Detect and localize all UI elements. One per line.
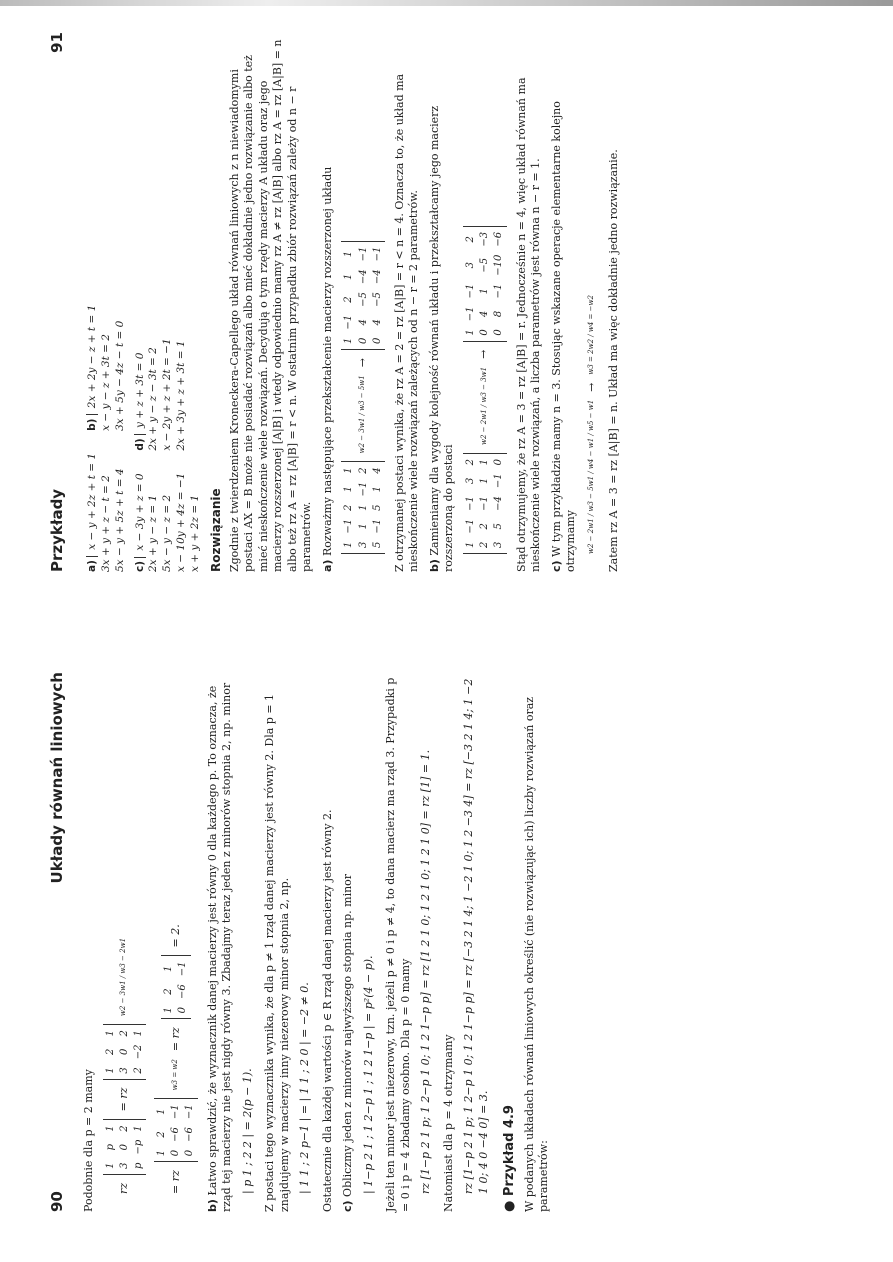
matrix-cell: −1 (357, 481, 369, 497)
matrix (161, 955, 190, 1019)
paragraph: Zgodnie z twierdzeniem Kroneckera-Capellego układ równań liniowych z n niewiadomymi postaci AX = B może nie posiadać rozwiązań albo mieć dokładnie jedno rozwiązanie albo też mieć nieskończenie wiele rozwiązań. Decydują o tym rzędy macierzy A układu oraz jego macierzy rozszerzonej [A|B] i wtedy odpowiednio mamy rz A ≠ rz [A|B] albo rz A = rz [A|B] = n albo też rz A = rz [A|B] = r < n. W ostatnim przypadku zbiór rozwiązań zależy od n − r parametrów. (227, 39, 314, 572)
systems-row (86, 36, 128, 572)
matrix-cell: 1 (464, 541, 476, 548)
matrix-cell: 0 (118, 1143, 130, 1151)
matrix (463, 453, 507, 554)
matrix-cell: 8 (493, 310, 505, 318)
systems-row (134, 36, 203, 572)
matrix-cell: −1 (479, 496, 491, 511)
system-d (134, 338, 203, 450)
matrix-cell: 1 (357, 504, 369, 511)
matrix-cell: 3 (357, 541, 369, 548)
paragraph: Ostatecznie dla każdej wartości p ∈ R rząd danej macierzy jest równy 2. (320, 809, 334, 1212)
equation: rz [1−p 2 1 p; 1 2−p 1 0; 1 2 1−p p] = rz [−3 2 1 4; 1 −2 1 0; 1 2 −3 4] = rz [−3 2 1 4; 1 −2 1 0; 4 0 −4 0] = 3. (462, 678, 490, 1194)
row-operations: w3 = 2w2 / w4 = −w2 (586, 295, 595, 375)
matrix-cell: −3 (479, 231, 491, 247)
matrix-cell: −1 (371, 518, 383, 534)
paragraph: Podobnie dla p = 2 mamy (82, 1069, 95, 1212)
equations: y + z + 3t = 0 2x + y − z − 3t = 2 x − 2y + z + 2t = −1 2x + 3y + z + 3t = 1 (133, 338, 188, 451)
matrix-cell: 3 (464, 477, 476, 484)
matrix-cell: 5 (371, 504, 383, 511)
matrix-cell: 0 (184, 1149, 196, 1157)
matrix-cell: 2 (479, 541, 491, 548)
matrix-cell: 0 (170, 1149, 182, 1157)
paragraph: Natomiast dla p = 4 otrzymamy (441, 1034, 455, 1212)
matrix-cell: −1 (170, 1104, 182, 1120)
matrix-cell: 4 (371, 319, 383, 326)
paragraph: Z otrzymanej postaci wynika, że rz A = 2 = rz [A|B] = r < n = 4. Oznacza to, że układ ma nieskończenie wiele rozwiązań zależących od n − r = 2 parametrów. (392, 73, 421, 572)
matrix-cell: −4 (371, 269, 383, 285)
system-a (86, 453, 128, 572)
matrix-cell: 1 (132, 1030, 144, 1037)
matrix-cell: −1 (343, 314, 355, 330)
system-b (86, 305, 128, 431)
paragraph: Stąd otrzymujemy, że rz A = 3 = rz [A|B] = r. Jednocześnie n = 4, więc układ równań ma nieskończenie wiele rozwiązań, a liczba parametrów jest równa n − r = 1. (514, 77, 543, 572)
matrix-cell: −1 (464, 306, 476, 322)
matrix-cell: 2 (343, 504, 355, 511)
matrix-cell: 1 (343, 250, 355, 258)
matrix-cell: 1 (104, 1125, 116, 1132)
matrix-cell: 5 (493, 523, 505, 530)
page-body (82, 36, 873, 572)
matrix-cell: −1 (371, 246, 383, 262)
matrix-cell: 1 (343, 541, 355, 548)
row-operations: w2 − 3w1 / w3 − 2w1 (119, 937, 128, 1017)
minor: | p 1 ; 2 2 | = 2(p − 1). (240, 1068, 254, 1194)
matrix-cell: −1 (343, 518, 355, 534)
row-operations: w2 − 3w1 / w3 − 5w1 (358, 375, 367, 454)
matrix-cell: 1 (104, 1067, 116, 1074)
matrix-cell: 0 (118, 1048, 130, 1056)
matrix-cell: 2 (118, 1125, 130, 1132)
matrix-cell: 0 (177, 1006, 189, 1014)
matrix-cell: 1 (156, 1149, 168, 1157)
matrix-cell: −6 (493, 231, 505, 247)
matrix-equation: w2 − 2w1 / w3 − 5w1 / w4 − w1 / w5 − w1 → w3 = 2w2 / w4 = −w2 (584, 295, 598, 554)
page-91 (0, 12, 893, 612)
running-title: Układy równań liniowych (48, 672, 66, 884)
paragraph (341, 676, 356, 1212)
matrix-cell: 1 (163, 965, 175, 973)
matrix-cell: 1 (343, 273, 355, 280)
text: W tym przykładzie mamy n = 3. Stosując wskazane operacje elementarne kolejno otrzymamy (549, 101, 578, 572)
matrix-cell: 5 (371, 541, 383, 548)
system-label: a) (86, 560, 98, 572)
matrix (341, 461, 385, 554)
matrix-cell: 2 (464, 459, 476, 466)
matrix-cell: 1 (357, 523, 369, 530)
matrix-cell: 4 (479, 310, 491, 318)
system-c (134, 473, 203, 572)
paragraph: W podanych układach równań liniowych określić (nie rozwiązując ich) liczby rozwiązań oraz parametrów: (522, 696, 551, 1212)
matrix-cell: −1 (184, 1104, 196, 1120)
matrix-cell: 2 (118, 1030, 130, 1037)
part-label: c) (341, 1200, 355, 1212)
page-number: 90 (48, 1191, 66, 1212)
matrix-cell: 4 (357, 319, 369, 326)
equation: rz [1−p 2 1 p; 1 2−p 1 0; 1 2 1−p p] = rz [1 2 1 0; 1 2 1 0; 1 2 1 0] = rz [1] = 1. (419, 749, 433, 1194)
text: Obliczmy jeden z minorów najwyższego stopnia np. minor (341, 873, 355, 1197)
row-operations: w2 − 2w1 / w3 − 3w1 (479, 366, 488, 445)
matrix-cell: 3 (464, 262, 476, 269)
matrix-cell: −1 (464, 518, 476, 534)
paragraph (206, 676, 235, 1212)
matrix (154, 1098, 198, 1162)
equations: x − 3y + z = 0 2x + y − z = 1 5x − y − z = 2 x − 10y + 4z = −1 x + y + 2z = 1 (133, 472, 202, 572)
page-body (82, 676, 873, 1212)
matrix-cell: 0 (493, 329, 505, 336)
text: Zamieniamy dla wygody kolejność równań układu i przekształcamy jego macierz rozszerzoną do postaci (427, 105, 456, 572)
matrix (103, 1119, 147, 1175)
matrix-cell: −1 (493, 473, 505, 489)
page-header (48, 32, 72, 572)
part-label: b) (205, 1199, 219, 1212)
matrix-cell: 1 (343, 467, 355, 474)
result: = 2. (168, 924, 182, 948)
matrix-cell: 1 (343, 337, 355, 345)
matrix-cell: 1 (479, 287, 491, 295)
minor: | 1−p 2 1 ; 1 2−p 1 ; 1 2 1−p | = p²(4 − p). (361, 955, 375, 1194)
matrix (103, 1024, 147, 1080)
matrix-equation: 1 −1 −1 3 2 2 2 −1 1 1 3 5 −4 −1 0 w2 − 2w1 / w3 − 3w1 → 1 −1 −1 3 2 0 4 1 −5 −3 0 8 −1 −10 −6 (463, 36, 507, 554)
solution-title: Rozwiązanie (208, 488, 223, 572)
matrix-cell: −1 (464, 496, 476, 511)
paragraph (321, 36, 336, 572)
minor: | 1 1 ; 2 p−1 | = | 1 1 ; 2 0 | = −2 ≠ 0. (298, 982, 312, 1194)
example-title-text: Przykład 4.9 (502, 1105, 518, 1197)
matrix-cell: 2 (343, 296, 355, 303)
matrix-cell: −10 (493, 254, 505, 276)
matrix-cell: 1 (104, 1030, 116, 1037)
matrix-cell: −1 (357, 246, 369, 262)
page-header (48, 672, 72, 1212)
matrix-cell: 2 (163, 988, 175, 995)
text: Rozważmy następujące przekształcenie macierzy rozszerzonej układu (320, 166, 334, 557)
matrix-cell: 0 (479, 329, 491, 336)
matrix-equation: 1 −1 2 1 1 3 1 1 −1 2 5 −1 5 1 4 w2 − 3w1 / w3 − 5w1 → 1 −1 2 1 1 0 4 −5 −4 −1 0 4 −5 −4 −1 (341, 36, 385, 554)
matrix-cell: −5 (479, 257, 491, 273)
matrix-cell: −4 (357, 269, 369, 285)
matrix-cell: 1 (343, 485, 355, 493)
matrix-equation: rz 1 p 1 3 0 2 p −p 1 = rz 1 2 1 3 0 2 2 −2 1 w2 − 3w1 / w3 − 2w1 (103, 676, 147, 1194)
matrix-cell: 2 (156, 1131, 168, 1138)
matrix-cell: 1 (156, 1108, 168, 1115)
page-number: 91 (48, 32, 66, 53)
row-operations: w3 = w2 (171, 1059, 180, 1091)
matrix-cell: 1 (479, 477, 491, 484)
matrix-cell: 1 (132, 1125, 144, 1132)
matrix-cell: p (132, 1162, 144, 1169)
matrix-cell: 1 (104, 1162, 116, 1169)
equations: x − y + 2z + t = 1 3x + y + z − t = 2 5x − y + 5z + t = 4 (86, 452, 126, 572)
matrix-cell: 0 (357, 337, 369, 345)
example-title: ● Przykład 4.9 (502, 1105, 518, 1212)
part-label: a) (320, 559, 334, 572)
matrix-cell: 3 (493, 541, 505, 548)
matrix-cell: −p (132, 1139, 144, 1155)
matrix-cell: 3 (118, 1162, 130, 1169)
matrix (341, 241, 385, 350)
paragraph (428, 36, 457, 572)
paragraph: Zatem rz A = 3 = rz [A|B] = n. Układ ma więc dokładnie jedno rozwiązanie. (607, 149, 621, 572)
system-label: c) (133, 560, 146, 572)
matrix-cell: 1 (371, 485, 383, 493)
matrix-cell: 3 (118, 1067, 130, 1074)
matrix-cell: 4 (371, 467, 383, 474)
matrix-equation: = rz 1 2 1 0 −6 −1 0 −6 −1 w3 = w2 = rz 1 2 1 0 −6 −1 = 2. (154, 676, 198, 1194)
matrix-cell: −4 (493, 496, 505, 511)
paragraph: Z postaci tego wyznacznika wynika, że dla p ≠ 1 rząd danej macierzy jest równy 2. Dla p = 1 znajdujemy w macierzy inny niezerowy minor stopnia 2, np. (263, 693, 291, 1212)
matrix-cell: 2 (357, 467, 369, 474)
row-operations: w2 − 2w1 / w3 − 5w1 / w4 − w1 / w5 − w1 (586, 399, 595, 554)
matrix-cell: 2 (464, 236, 476, 243)
system-label: b) (86, 418, 98, 431)
matrix-cell: 2 (104, 1048, 116, 1056)
matrix-cell: −6 (170, 1127, 182, 1142)
matrix-cell: −1 (177, 961, 189, 977)
matrix-cell: 1 (464, 329, 476, 336)
matrix-cell: 2 (132, 1067, 144, 1074)
text: Łatwo sprawdzić, że wyznacznik danej macierzy jest równy 0 dla każdego p. To oznacza, że rząd tej macierzy nie jest nigdy równy 3. Zbadajmy teraz jeden z minorów stopnia 2, np. minor (205, 682, 234, 1212)
matrix-cell: −6 (177, 984, 189, 999)
section-title: Przykłady (48, 488, 66, 572)
matrix-cell: 0 (371, 337, 383, 345)
matrix-cell: 2 (479, 523, 491, 530)
matrix-cell: −1 (493, 283, 505, 299)
paragraph (550, 36, 579, 572)
matrix (463, 226, 507, 342)
matrix-cell: −2 (132, 1044, 144, 1060)
part-label: c) (549, 560, 563, 572)
page-90 (0, 652, 893, 1252)
matrix-cell: −6 (184, 1127, 196, 1142)
matrix-cell: −5 (371, 292, 383, 307)
equations: 2x + 2y − z + t = 1 x − y − z + 3t = 2 3x + 5y − 4z − t = 0 (86, 304, 126, 431)
matrix-cell: 1 (163, 1006, 175, 1014)
matrix-cell: p (104, 1143, 116, 1151)
matrix-cell: −1 (464, 283, 476, 299)
part-label: b) (427, 559, 441, 572)
matrix-cell: −5 (357, 292, 369, 307)
system-label: d) (133, 438, 146, 451)
matrix-cell: 0 (493, 459, 505, 466)
paragraph: Jeżeli ten minor jest niezerowy, tzn. jeżeli p ≠ 0 i p ≠ 4, to dana macierz ma rząd 3. Przypadki p = 0 i p = 4 zbadamy osobno. Dla p = 0 mamy (384, 677, 412, 1212)
matrix-cell: 1 (479, 459, 491, 466)
